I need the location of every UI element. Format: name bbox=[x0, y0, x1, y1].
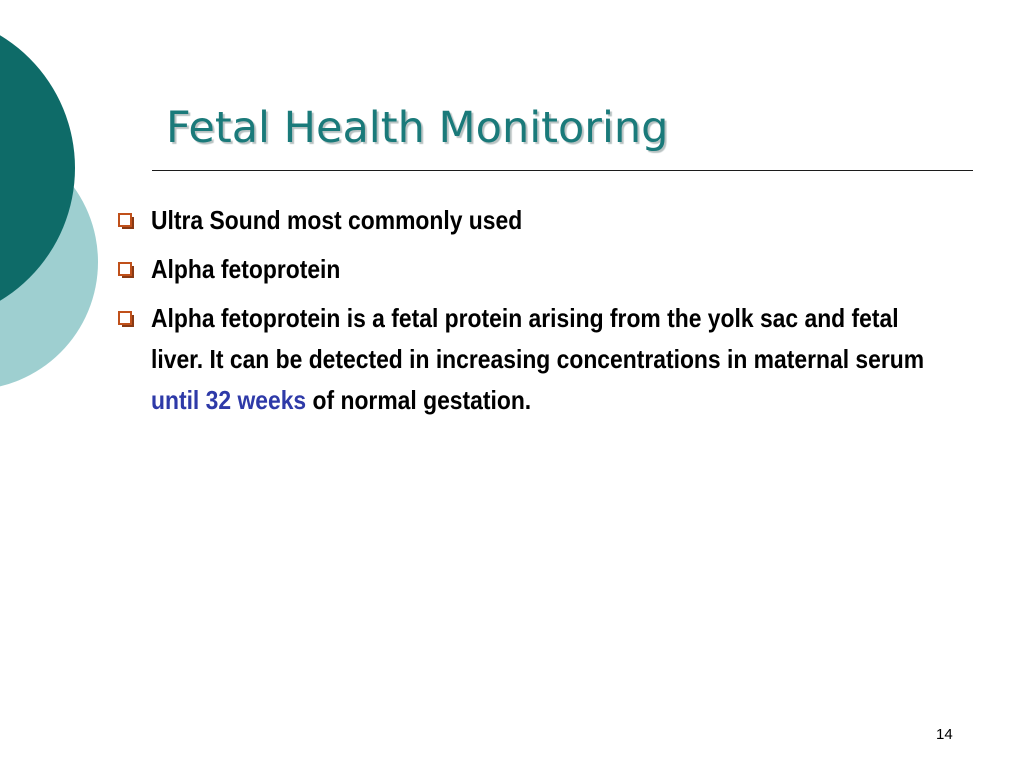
bullet-text: Alpha fetoprotein bbox=[151, 254, 341, 284]
page-number: 14 bbox=[936, 726, 953, 743]
bullet-item-ultrasound bbox=[116, 200, 956, 241]
highlighted-text: until 32 weeks bbox=[151, 385, 307, 415]
hollow-square-bullet-icon bbox=[118, 213, 135, 230]
slide-title: Fetal Health Monitoring bbox=[166, 103, 669, 153]
bullet-text-after: of normal gestation. bbox=[306, 385, 532, 415]
bullet-text: Alpha fetoprotein is a fetal protein arising from the yolk sac and fetal liver. It can be detected in increasing concentrations in maternal serum bbox=[151, 303, 925, 374]
bullet-text: Ultra Sound most commonly used bbox=[151, 205, 523, 235]
hollow-square-bullet-icon bbox=[118, 311, 135, 328]
bullet-list bbox=[116, 200, 956, 429]
bullet-item-afp-description bbox=[116, 298, 956, 421]
hollow-square-bullet-icon bbox=[118, 262, 135, 279]
title-divider bbox=[152, 170, 973, 171]
bullet-item-alpha-fetoprotein bbox=[116, 249, 956, 290]
decorative-circles bbox=[0, 0, 110, 410]
